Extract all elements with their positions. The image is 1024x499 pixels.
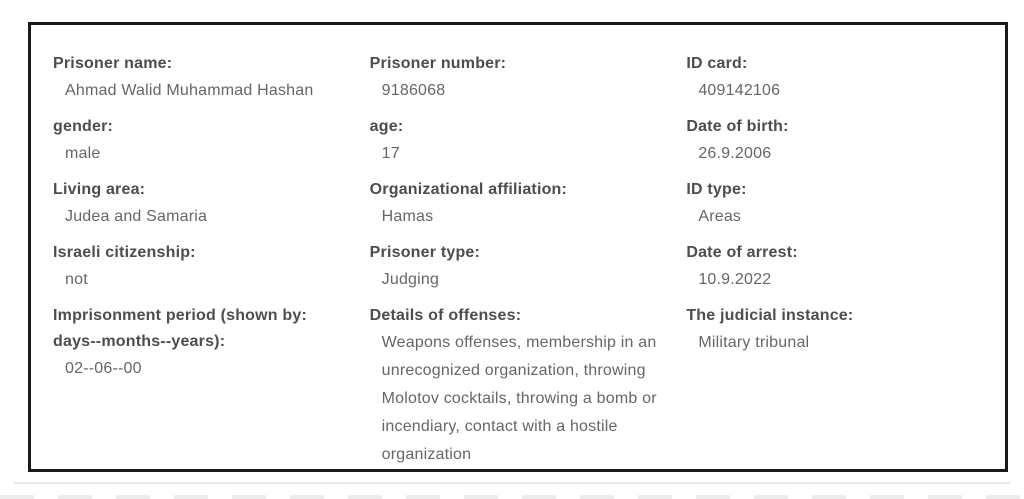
field-value: Military tribunal bbox=[698, 334, 810, 351]
field-value: Judging bbox=[381, 271, 440, 288]
field-label: Details of offenses: bbox=[369, 307, 522, 324]
field-israeli-citizenship bbox=[53, 240, 350, 294]
field-value: Weapons offenses, membership in an unrecognized organization, throwing Molotov cocktails, throwing a bomb or incendiary, contact with a hostile organization bbox=[381, 334, 657, 463]
field-organizational-affiliation bbox=[370, 177, 667, 231]
field-value: not bbox=[65, 271, 88, 288]
field-value: 10.9.2022 bbox=[698, 271, 772, 288]
field-prisoner-number bbox=[370, 51, 667, 105]
cutoff-next-section bbox=[0, 495, 1024, 499]
fields-grid bbox=[53, 51, 983, 469]
field-label: Imprisonment period (shown by: days--months--years): bbox=[53, 307, 308, 350]
field-living-area bbox=[53, 177, 350, 231]
field-label: Date of arrest: bbox=[686, 244, 798, 261]
field-label: Prisoner number: bbox=[369, 55, 507, 72]
field-date-of-birth bbox=[686, 114, 983, 168]
field-label: Living area: bbox=[53, 181, 146, 198]
field-label: Prisoner name: bbox=[53, 55, 173, 72]
field-details-of-offenses bbox=[370, 303, 667, 469]
field-label: Organizational affiliation: bbox=[369, 181, 568, 198]
field-value: 409142106 bbox=[698, 82, 781, 99]
field-label: ID card: bbox=[686, 55, 748, 72]
field-judicial-instance bbox=[686, 303, 983, 357]
field-value: 02--06--00 bbox=[65, 360, 142, 377]
field-prisoner-name bbox=[53, 51, 350, 105]
field-age bbox=[370, 114, 667, 168]
prisoner-record-card bbox=[28, 22, 1008, 472]
field-id-type bbox=[686, 177, 983, 231]
field-label: Prisoner type: bbox=[369, 244, 481, 261]
field-value: Areas bbox=[698, 208, 742, 225]
field-label: Israeli citizenship: bbox=[53, 244, 196, 261]
field-value: 9186068 bbox=[381, 82, 446, 99]
field-gender bbox=[53, 114, 350, 168]
field-label: ID type: bbox=[686, 181, 747, 198]
field-date-of-arrest bbox=[686, 240, 983, 294]
field-label: age: bbox=[369, 118, 404, 135]
field-value: Ahmad Walid Muhammad Hashan bbox=[65, 82, 314, 99]
field-value: Judea and Samaria bbox=[65, 208, 208, 225]
field-prisoner-type bbox=[370, 240, 667, 294]
section-divider bbox=[14, 482, 1010, 484]
field-value: Hamas bbox=[381, 208, 434, 225]
field-label: gender: bbox=[53, 118, 114, 135]
field-id-card bbox=[686, 51, 983, 105]
field-value: 17 bbox=[381, 145, 400, 162]
field-label: The judicial instance: bbox=[686, 307, 854, 324]
field-value: male bbox=[65, 145, 101, 162]
field-imprisonment-period bbox=[53, 303, 350, 383]
field-value: 26.9.2006 bbox=[698, 145, 772, 162]
field-label: Date of birth: bbox=[686, 118, 789, 135]
